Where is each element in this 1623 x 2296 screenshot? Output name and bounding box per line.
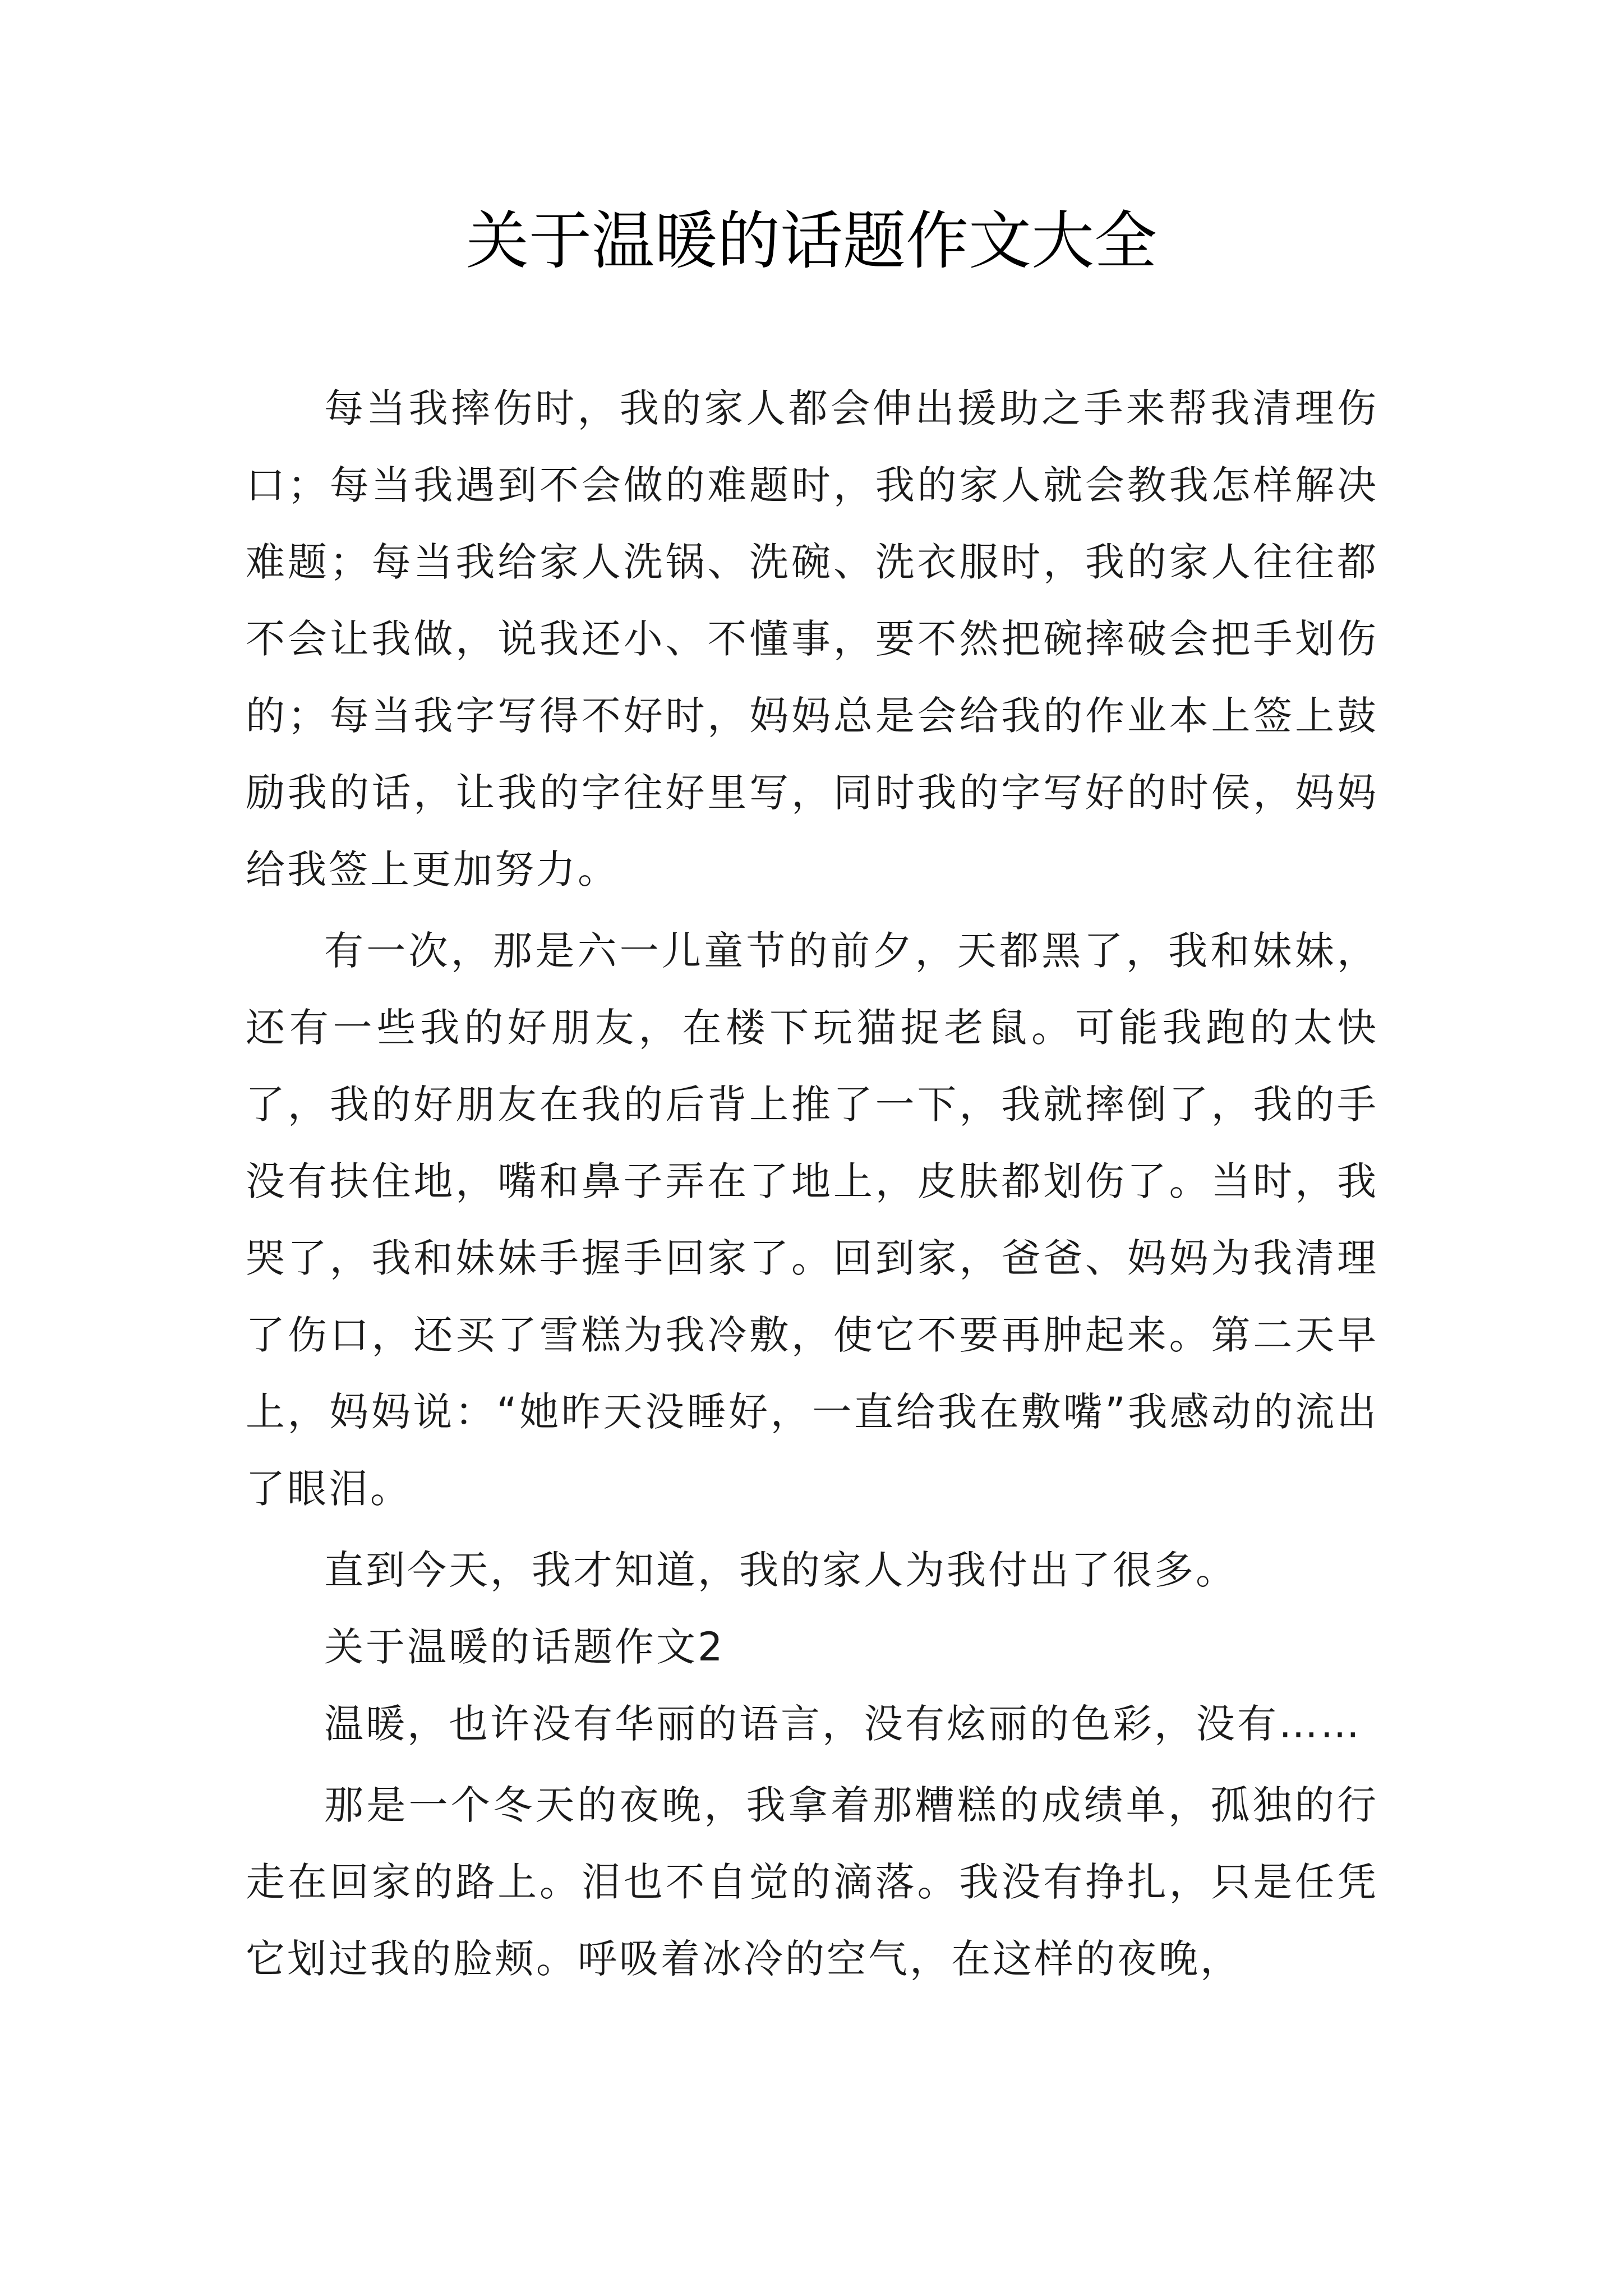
document-body: [246, 370, 1378, 2002]
paragraph: 有一次，那是六一儿童节的前夕，天都黑了，我和妹妹，还有一些我的好朋友，在楼下玩猫捉老鼠。可能我跑的太快了，我的好朋友在我的后背上推了一下，我就摔倒了，我的手没有扶住地，嘴和鼻子弄在了地上，皮肤都划伤了。当时，我哭了，我和妹妹手握手回家了。回到家，爸爸、妈妈为我清理了伤口，还买了雪糕为我冷敷，使它不要再肿起来。第二天早上，妈妈说：“她昨天没睡好，一直给我在敷嘴”我感动的流出了眼泪。: [246, 928, 1378, 1512]
document-title: 关于温暖的话题作文大全: [466, 205, 1157, 278]
paragraph: 每当我摔伤时，我的家人都会伸出援助之手来帮我清理伤口；每当我遇到不会做的难题时，我的家人就会教我怎样解决难题；每当我给家人洗锅、洗碗、洗衣服时，我的家人往往都不会让我做，说我还小、不懂事，要不然把碗摔破会把手划伤的；每当我字写得不好时，妈妈总是会给我的作业本上签上鼓励我的话，让我的字往好里写，同时我的字写好的时侯，妈妈给我签上更加努力。: [246, 385, 1378, 892]
paragraph: 直到今天，我才知道，我的家人为我付出了很多。: [324, 1547, 1237, 1593]
paragraph: 温暖，也许没有华丽的语言，没有炫丽的色彩，没有……: [324, 1701, 1362, 1747]
paragraph: 那是一个冬天的夜晚，我拿着那糟糕的成绩单，孤独的行走在回家的路上。泪也不自觉的滴落。我没有挣扎，只是任凭它划过我的脸颊。呼吸着冰冷的空气，在这样的夜晚，: [246, 1782, 1378, 1982]
section-heading: 关于温暖的话题作文2: [324, 1624, 725, 1670]
